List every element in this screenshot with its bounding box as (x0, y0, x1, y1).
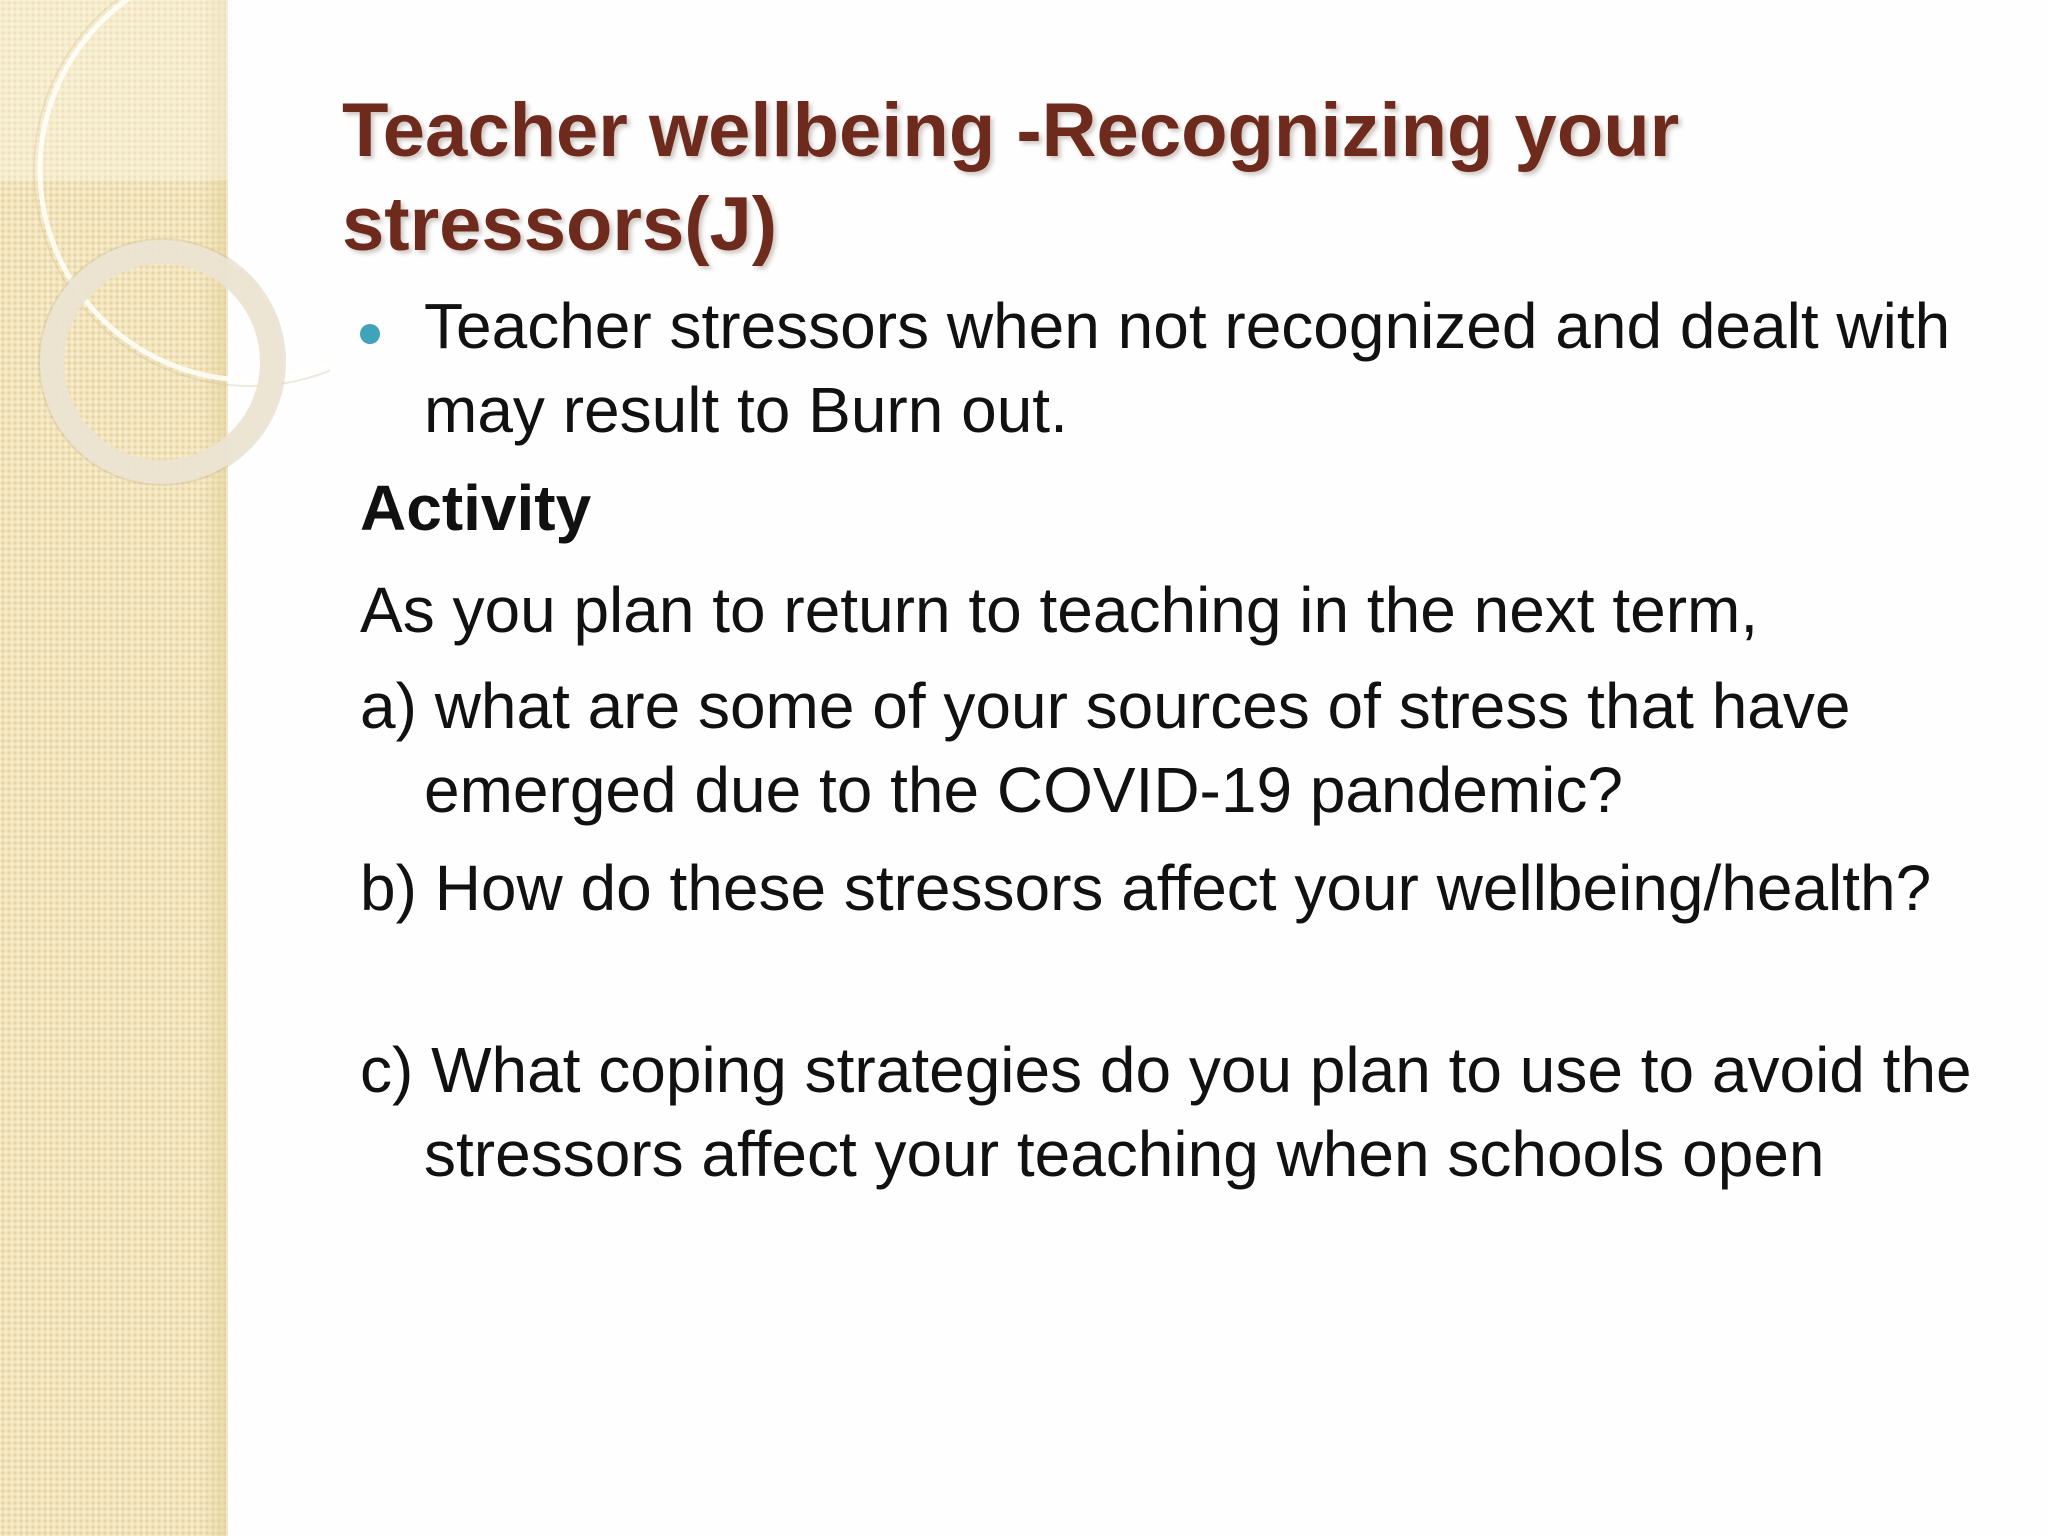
question-a: a) what are some of your sources of stress that have emerged due to the COVID-19 pandemic? (360, 670, 1851, 826)
question-b: b) How do these stressors affect your wellbeing/health? (360, 852, 1932, 924)
activity-heading: Activity (360, 472, 592, 544)
bullet-text: Teacher stressors when not recognized and dealt with may result to Burn out. (424, 290, 1951, 446)
question-c: c) What coping strategies do you plan to use to avoid the stressors affect your teaching when schools open (360, 1034, 1972, 1190)
bullet-dot-icon (360, 324, 380, 344)
bullet-item (360, 284, 1980, 452)
slide-title: Teacher wellbeing -Recognizing your stressors(J) (342, 88, 1680, 267)
activity-intro: As you plan to return to teaching in the next term, (360, 574, 1759, 646)
